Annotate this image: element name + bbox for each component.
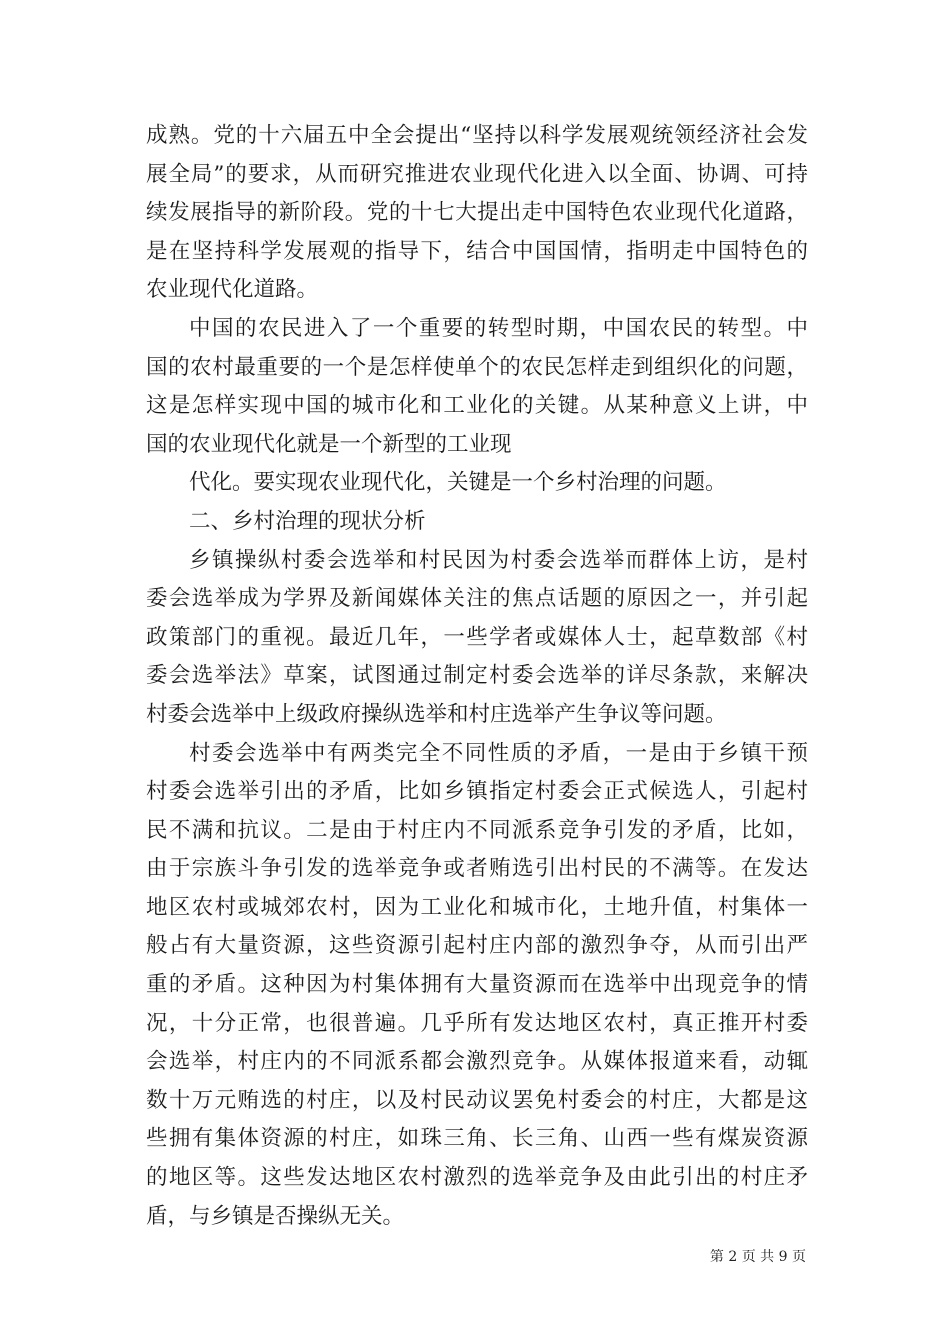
- body-text: [146, 117, 808, 1236]
- text-line: 是在坚持科学发展观的指导下，结合中国国情，指明走中国特色的: [146, 238, 808, 264]
- text-line: 般占有大量资源，这些资源引起村庄内部的激烈争夺，从而引出严: [146, 933, 808, 959]
- text-line: 农业现代化道路。: [146, 277, 319, 303]
- text-line: 民不满和抗议。二是由于村庄内不同派系竞争引发的矛盾，比如，: [146, 817, 808, 843]
- text-line: 村委会选举中有两类完全不同性质的矛盾，一是由于乡镇干预: [189, 740, 808, 766]
- text-line: 中国的农民进入了一个重要的转型时期，中国农民的转型。中: [189, 315, 808, 341]
- section-heading: 二、乡村治理的现状分析: [189, 508, 426, 534]
- text-line: 委会选举成为学界及新闻媒体关注的焦点话题的原因之一，并引起: [146, 586, 808, 612]
- text-line: 委会选举法》草案，试图通过制定村委会选举的详尽条款，来解决: [146, 663, 808, 689]
- text-line: 些拥有集体资源的村庄，如珠三角、长三角、山西一些有煤炭资源: [146, 1126, 808, 1152]
- text-line: 会选举，村庄内的不同派系都会激烈竞争。从媒体报道来看，动辄: [146, 1049, 808, 1075]
- text-line: 展全局”的要求，从而研究推进农业现代化进入以全面、协调、可持: [146, 161, 808, 187]
- text-line: 这是怎样实现中国的城市化和工业化的关键。从某种意义上讲，中: [146, 393, 808, 419]
- text-line: 况，十分正常，也很普遍。几乎所有发达地区农村，真正推开村委: [146, 1010, 808, 1036]
- text-line: 重的矛盾。这种因为村集体拥有大量资源而在选举中出现竞争的情: [146, 972, 808, 998]
- text-line: 成熟。党的十六届五中全会提出“坚持以科学发展观统领经济社会发: [146, 123, 808, 148]
- text-line: 地区农村或城郊农村，因为工业化和城市化，土地升值，村集体一: [146, 894, 808, 920]
- text-line: 续发展指导的新阶段。党的十七大提出走中国特色农业现代化道路，: [146, 200, 808, 226]
- text-line: 的地区等。这些发达地区农村激烈的选举竞争及由此引出的村庄矛: [146, 1165, 808, 1191]
- text-line: 村委会选举引出的矛盾，比如乡镇指定村委会正式候选人，引起村: [146, 779, 808, 805]
- text-line: 政策部门的重视。最近几年，一些学者或媒体人士，起草数部《村: [146, 624, 808, 650]
- text-line: 村委会选举中上级政府操纵选举和村庄选举产生争议等问题。: [146, 701, 727, 727]
- text-line: 代化。要实现农业现代化，关键是一个乡村治理的问题。: [189, 470, 727, 496]
- text-line: 由于宗族斗争引发的选举竞争或者贿选引出村民的不满等。在发达: [146, 856, 808, 882]
- text-line: 乡镇操纵村委会选举和村民因为村委会选举而群体上访，是村: [189, 547, 808, 573]
- text-line: 数十万元贿选的村庄，以及村民动议罢免村委会的村庄，大都是这: [146, 1087, 808, 1113]
- text-line: 盾，与乡镇是否操纵无关。: [146, 1203, 405, 1229]
- page-number: 第 2 页 共 9 页: [709, 1249, 806, 1265]
- text-line: 国的农村最重要的一个是怎样使单个的农民怎样走到组织化的问题，: [146, 354, 808, 380]
- text-line: 国的农业现代化就是一个新型的工业现: [146, 431, 512, 457]
